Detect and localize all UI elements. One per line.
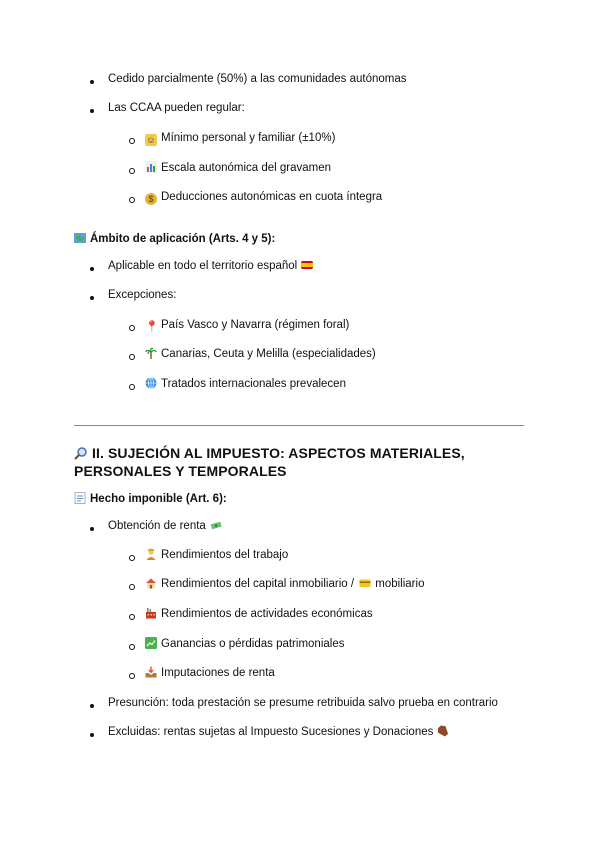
list-item [108, 519, 222, 533]
list-item [145, 577, 424, 591]
bullet [90, 704, 94, 708]
list-item [145, 318, 349, 333]
item-text: Deducciones autonómicas en cuota íntegra [161, 191, 383, 203]
palm-tree-icon [145, 347, 157, 359]
list-item [145, 161, 331, 175]
item-text: Aplicable en todo el territorio español [108, 260, 298, 272]
spain-flag-icon [301, 261, 313, 269]
coffin-icon [437, 725, 449, 737]
bullet [90, 80, 94, 84]
item-text: Rendimientos de actividades económicas [161, 608, 373, 620]
sub-bullet [129, 584, 135, 590]
item-text: Tratados internacionales prevalecen [161, 378, 346, 390]
map-icon [74, 232, 86, 244]
list-item [145, 607, 373, 621]
house-icon [145, 577, 157, 589]
globe-icon [145, 377, 157, 389]
worker-icon [145, 548, 157, 560]
sub-bullet [129, 138, 135, 144]
factory-icon [145, 607, 157, 619]
bar-chart-icon [145, 161, 157, 173]
money-bag-icon: $ [145, 193, 157, 205]
list-item [108, 259, 313, 273]
sub-bullet [129, 384, 135, 390]
item-text: País Vasco y Navarra (régimen foral) [161, 319, 350, 331]
item-text: Excluidas: rentas sujetas al Impuesto Sucesiones y Donaciones [108, 726, 434, 738]
list-item: Presunción: toda prestación se presume retribuida salvo prueba en contrario [108, 697, 498, 709]
section-heading [74, 492, 227, 505]
sub-bullet [129, 644, 135, 650]
item-text: Escala autonómica del gravamen [161, 162, 332, 174]
list-item [145, 637, 344, 651]
bullet [90, 267, 94, 271]
sub-bullet [129, 614, 135, 620]
list-icon [74, 492, 86, 504]
list-item [145, 666, 275, 680]
sub-bullet [129, 354, 135, 360]
sub-bullet [129, 168, 135, 174]
money-wings-icon [210, 519, 222, 531]
section-title [74, 444, 465, 480]
list-item: Excepciones: [108, 289, 177, 301]
item-text: Canarias, Ceuta y Melilla (especialidades) [161, 348, 376, 360]
item-text: Ganancias o pérdidas patrimoniales [161, 638, 345, 650]
title-line: II. SUJECIÓN AL IMPUESTO: ASPECTOS MATERIALES, [92, 445, 465, 461]
bullet [90, 296, 94, 300]
bullet [90, 109, 94, 113]
list-item [145, 131, 335, 146]
sub-bullet [129, 197, 135, 203]
list-item [145, 548, 288, 562]
chart-up-icon [145, 637, 157, 649]
list-item: Las CCAA pueden regular: [108, 102, 245, 114]
heading-text: Ámbito de aplicación (Arts. 4 y 5): [90, 233, 276, 245]
bullet [90, 733, 94, 737]
item-text: Rendimientos del capital inmobiliario / [161, 578, 358, 590]
sub-bullet [129, 555, 135, 561]
list-item: Cedido parcialmente (50%) a las comunidades autónomas [108, 73, 407, 85]
pin-icon: 📍 [145, 321, 159, 333]
list-item [108, 725, 449, 739]
title-line: PERSONALES Y TEMPORALES [74, 463, 287, 479]
sub-bullet [129, 325, 135, 331]
item-text: Rendimientos del trabajo [161, 549, 289, 561]
item-text: mobiliario [375, 578, 425, 590]
item-text: Obtención de renta [108, 520, 206, 532]
family-icon: ☺ [146, 135, 156, 145]
heading-text: Hecho imponible (Art. 6): [90, 493, 227, 505]
item-text: Mínimo personal y familiar (±10%) [161, 132, 336, 144]
list-item [145, 190, 382, 205]
sub-bullet [129, 673, 135, 679]
section-heading [74, 232, 275, 245]
list-item [145, 377, 346, 391]
credit-card-icon [359, 577, 371, 589]
inbox-icon [145, 666, 157, 678]
bullet [90, 527, 94, 531]
item-text: Imputaciones de renta [161, 667, 275, 679]
magnifier-icon [74, 446, 88, 460]
horizontal-rule [74, 425, 524, 426]
list-item [145, 347, 376, 361]
